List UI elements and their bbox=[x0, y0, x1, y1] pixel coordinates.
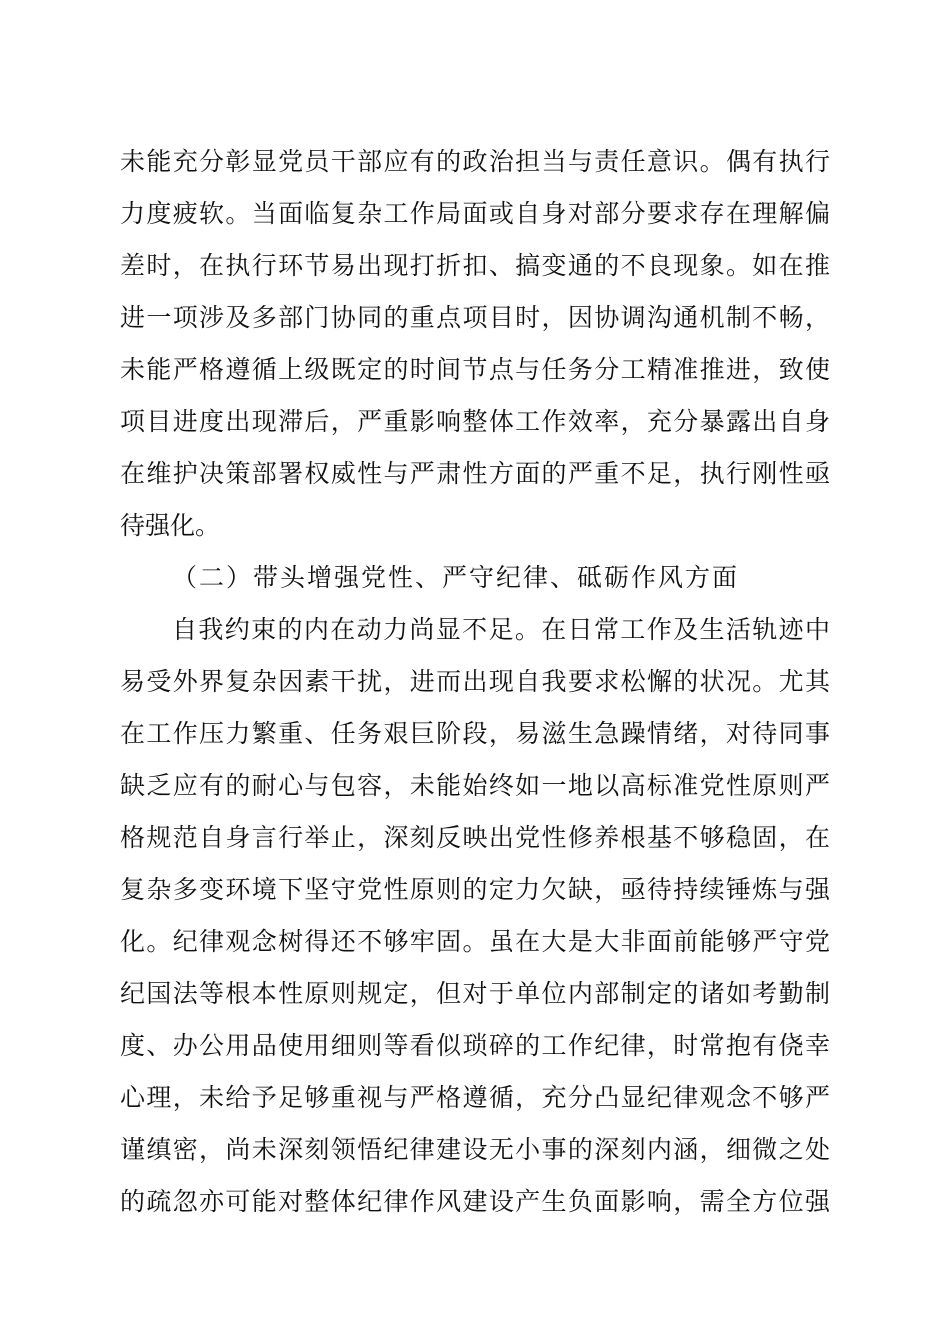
paragraph-line: 度、办公用品使用细则等看似琐碎的工作纪律，时常抱有侥幸 bbox=[120, 1031, 830, 1060]
section-heading: （二）带头增强党性、严守纪律、砥砺作风方面 bbox=[172, 563, 740, 592]
paragraph-line: 心理，未给予足够重视与严格遵循，充分凸显纪律观念不够严 bbox=[120, 1083, 830, 1112]
paragraph-line: 缺乏应有的耐心与包容，未能始终如一地以高标准党性原则严 bbox=[120, 771, 830, 800]
paragraph-line: 在工作压力繁重、任务艰巨阶段，易滋生急躁情绪，对待同事 bbox=[120, 719, 830, 748]
paragraph-line: 谨缜密，尚未深刻领悟纪律建设无小事的深刻内涵，细微之处 bbox=[120, 1135, 830, 1164]
paragraph-line: 力度疲软。当面临复杂工作局面或自身对部分要求存在理解偏 bbox=[120, 199, 830, 228]
paragraph-line: 易受外界复杂因素干扰，进而出现自我要求松懈的状况。尤其 bbox=[120, 667, 830, 696]
paragraph-line: 项目进度出现滞后，严重影响整体工作效率，充分暴露出自身 bbox=[120, 407, 830, 436]
paragraph-line: 纪国法等根本性原则规定，但对于单位内部制定的诸如考勤制 bbox=[120, 979, 830, 1008]
paragraph-line: 未能充分彰显党员干部应有的政治担当与责任意识。偶有执行 bbox=[120, 147, 830, 176]
paragraph-line: 进一项涉及多部门协同的重点项目时，因协调沟通机制不畅， bbox=[120, 303, 830, 332]
paragraph-line: 差时，在执行环节易出现打折扣、搞变通的不良现象。如在推 bbox=[120, 251, 830, 280]
paragraph-line: 复杂多变环境下坚守党性原则的定力欠缺，亟待持续锤炼与强 bbox=[120, 875, 830, 904]
paragraph-line: 自我约束的内在动力尚显不足。在日常工作及生活轨迹中 bbox=[172, 615, 830, 644]
paragraph-line: 未能严格遵循上级既定的时间节点与任务分工精准推进，致使 bbox=[120, 355, 830, 384]
paragraph-line: 的疏忽亦可能对整体纪律作风建设产生负面影响，需全方位强 bbox=[120, 1187, 830, 1216]
paragraph-line: 待强化。 bbox=[120, 511, 221, 540]
paragraph-line: 在维护决策部署权威性与严肃性方面的严重不足，执行刚性亟 bbox=[120, 459, 830, 488]
paragraph-line: 化。纪律观念树得还不够牢固。虽在大是大非面前能够严守党 bbox=[120, 927, 830, 956]
paragraph-line: 格规范自身言行举止，深刻反映出党性修养根基不够稳固，在 bbox=[120, 823, 830, 852]
